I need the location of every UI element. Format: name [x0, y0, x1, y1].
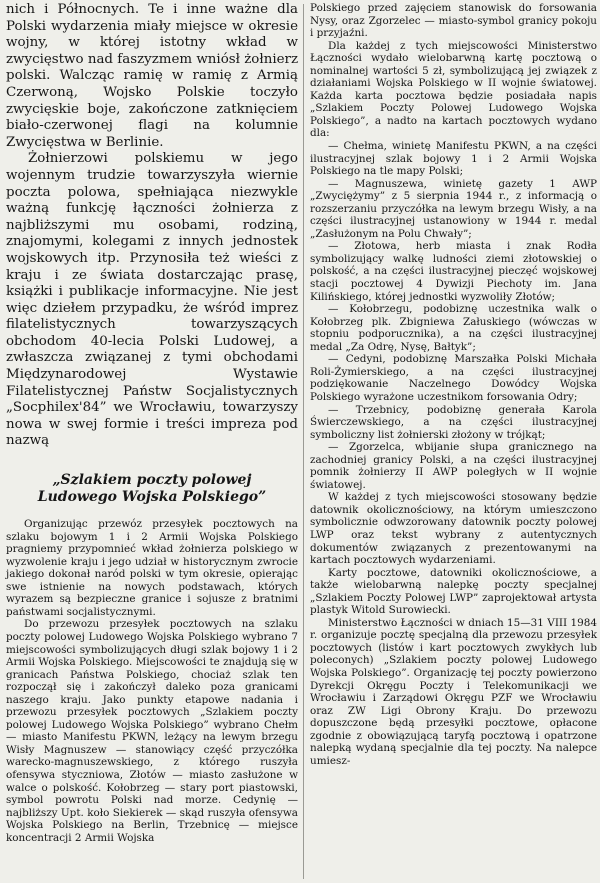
body-paragraph: Organizując przewóz przesyłek pocztowych na szlaku bojowym 1 i 2 Armii Wojska Polskiego pragniemy przypomnieć wkład żołnierza polskiego w wyzwolenie kraju i jego udział w historycznym zwrocie jakiego dokonał naród polski w tym okresie, opierając swe istnienie na nowych podstawach, których wyrazem są bezpieczne granice i sojusze z bratnimi państwami socjalistycznymi.: [6, 518, 298, 618]
body-paragraph: Karty pocztowe, datowniki okolicznościowe, a także wielobarwną nalepkę poczty specjalnej „Szlakiem Poczty Polowej LWP” zaprojektował artysta plastyk Witold Surowiecki.: [310, 566, 597, 617]
right-body-text: [310, 2, 597, 767]
body-paragraph: Polskiego przed zajęciem stanowisk do forsowania Nysy, oraz Zgorzelec — miasto-symbol granicy pokoju i przyjaźni.: [310, 2, 597, 40]
body-paragraph: Do przewozu przesyłek pocztowych na szlaku poczty polowej Ludowego Wojska Polskiego wybrano 7 miejscowości symbolizujących długi szlak bojowy 1 i 2 Armii Wojska Polskiego. Miejscowości te znajdują się w granicach Państwa Polskiego, chociaż szlak ten rozpoczął się i zakończył daleko poza granicami naszego kraju. Jako punkty etapowe nadania i przewozu przesyłek pocztowych „Szlakiem poczty polowej Ludowego Wojska Polskiego” wybrano Chełm — miasto Manifestu PKWN, leżący na lewym brzegu Wisły Magnuszew — stanowiący część przyczółka warecko-magnuszewskiego, z którego ruszyła ofensywa styczniowa, Złotów — miasto zasłużone w walce o polskość. Kołobrzeg — stary port piastowski, symbol powrotu Polski nad morze. Cedynię — najbliższy Upt. koło Siekierek — skąd ruszyła ofensywa Wojska Polskiego na Berlin, Trzebnicę — miejsce koncentracji 2 Armii Wojska: [6, 618, 298, 844]
list-item: — Kołobrzegu, podobiznę uczestnika walk o Kołobrzeg plk. Zbigniewa Załuskiego (wówczas w stopniu podporucznika), a na części ilustracyjnej medal „Za Odrę, Nysę, Bałtyk”;: [310, 303, 597, 353]
intro-text: [6, 2, 298, 450]
intro-paragraph: Żołnierzowi polskiemu w jego wojennym trudzie towarzyszyła wiernie poczta polowa, spełniająca niezwykle ważną funkcję łączności żołnierza z najbliższymi mu osobami, rodziną, znajomymi, kolegami z innych jednostek wojskowych itp. Przynosiła też wieści z kraju i ze świata dostarczając prasę, książki i publikacje informacyjne. Nie jest więc dziełem przypadku, że wśród imprez filatelistycznych towarzyszących obchodom 40-lecia Polski Ludowej, a zwłaszcza związanej z tymi obchodami Międzynarodowej Wystawie Filatelistycznej Państw Socjalistycznych „Socphilex'84” we Wrocławiu, towarzyszy nowa w swej formie i treści impreza pod nazwą: [6, 151, 298, 449]
left-column: [6, 2, 298, 844]
column-divider: [303, 4, 304, 879]
body-paragraph: W każdej z tych miejscowości stosowany będzie datownik okolicznościowy, na którym umieszczono symbolicznie odwzorowany datownik poczty polowej LWP oraz tekst wybrany z autentycznych dokumentów związanych z prezentowanymi na kartach pocztowych wydarzeniami.: [310, 491, 597, 567]
section-heading: [6, 472, 298, 506]
intro-paragraph: nich i Północnych. Te i inne ważne dla Polski wydarzenia miały miejsce w okresie wojny, w której istotny wkład w zwycięstwo nad faszyzmem wniósł żołnierz polski. Walcząc ramię w ramię z Armią Czerwoną, Wojsko Polskie toczyło zwycięskie boje, zakończone zatknięciem biało-czerwonej flagi na kolumnie Zwycięstwa w Berlinie.: [6, 2, 298, 150]
left-body-text: [6, 518, 298, 844]
heading-line-2: Ludowego Wojska Polskiego”: [37, 489, 267, 506]
list-item: — Trzebnicy, podobiznę generała Karola Świerczewskiego, a na części ilustracyjnej symboliczny list żołnierski złożony w trójkąt;: [310, 403, 597, 441]
list-item: — Cedyni, podobiznę Marszałka Polski Michała Roli-Żymierskiego, a na części ilustracyjnej podziękowanie Naczelnego Dowódcy Wojska Polskiego wyrażone uczestnikom forsowania Odry;: [310, 353, 597, 403]
right-column: [310, 2, 597, 767]
body-paragraph: Dla każdej z tych miejscowości Ministerstwo Łączności wydało wielobarwną kartę pocztową o nominalnej wartości 5 zł, symbolizującą jej związek z działaniami Wojska Polskiego w II wojnie światowej. Każda karta pocztowa będzie posiadała napis „Szlakiem Poczty Polowej Ludowego Wojska Polskiego”, a nadto na kartach pocztowych wydano dla:: [310, 39, 597, 140]
list-item: — Chełma, winietę Manifestu PKWN, a na części ilustracyjnej szlak bojowy 1 i 2 Armii Wojska Polskiego na tle mapy Polski;: [310, 140, 597, 178]
list-item: — Złotowa, herb miasta i znak Rodła symbolizujący walkę ludności ziemi złotowskiej o polskość, a na części ilustracyjnej pieczęć wojskowej stacji pocztowej 4 Dywizji Piechoty im. Jana Kilińskiego, której jednostki wyzwoliły Złotów;: [310, 240, 597, 303]
heading-line-1: „Szlakiem poczty polowej: [52, 472, 252, 489]
body-paragraph: Ministerstwo Łączności w dniach 15—31 VIII 1984 r. organizuje pocztę specjalną dla przewozu przesyłek pocztowych (listów i kart pocztowych zwykłych lub poleconych) „Szlakiem poczty polowej Ludowego Wojska Polskiego”. Organizację tej poczty powierzono Dyrekcji Okręgu Poczty i Telekomunikacji we Wrocławiu i Zarządowi Okręgu PZF we Wrocławiu oraz ZW Ligi Obrony Kraju. Do przewozu dopuszczone będą przesyłki pocztowe, opłacone zgodnie z obowiązującą taryfą pocztową i opatrzone nalepką wydaną specjalnie dla tej poczty. Na nalepce umiesz-: [310, 616, 597, 767]
list-item: — Magnuszewa, winietę gazety 1 AWP „Zwyciężymy” z 5 sierpnia 1944 r., z informacją o rozszerzaniu przyczółka na lewym brzegu Wisły, a na części ilustracyjnej ustanowiony w 1944 r. medal „Zasłużonym na Polu Chwały”;: [310, 177, 597, 240]
list-item: — Zgorzelca, wbijanie słupa granicznego na zachodniej granicy Polski, a na części ilustracyjnej pomnik żołnierzy II AWP poległych w II wojnie światowej.: [310, 441, 597, 491]
